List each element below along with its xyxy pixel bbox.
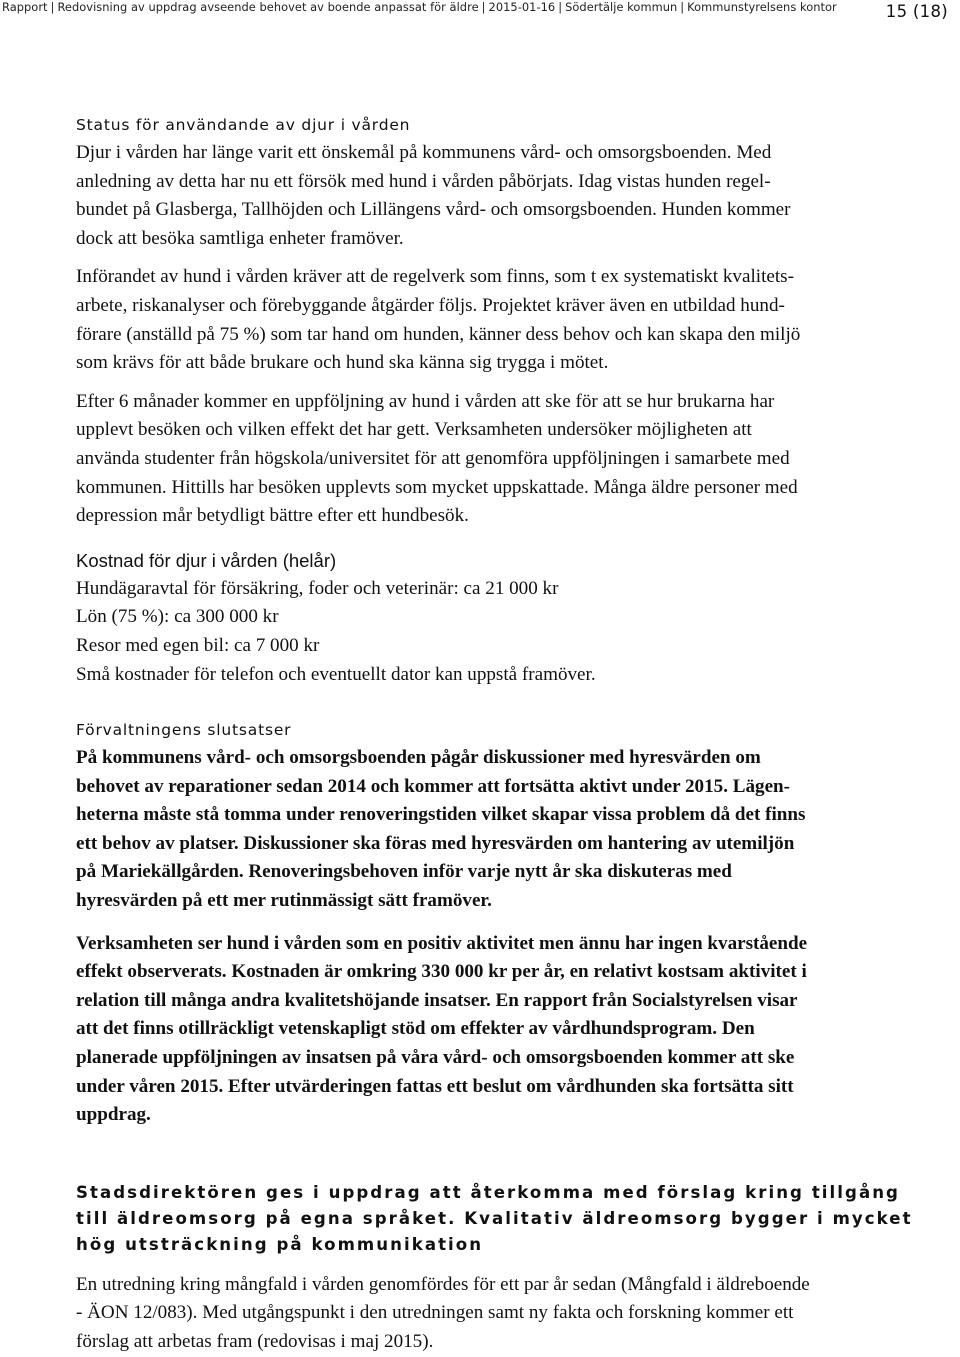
header-separator: | xyxy=(50,0,55,14)
cost-item-travel: Resor med egen bil: ca 7 000 kr xyxy=(76,634,320,656)
cost-item-dog-owner-agreement: Hundägaravtal för försäkring, foder och veterinär: ca 21 000 kr xyxy=(76,577,559,599)
status-paragraph-follow-up: Efter 6 månader kommer en uppföljning av hund i vården att ske för att se hur brukarna har upplevt besöken och vilken effekt det har gett. Verksamheten undersöker möjligheten att använda studenter från högskola/universitet för att genomföra uppföljningen i samarbete med kommunen. Hittills har besöken upplevts som mycket uppskattade. Många äldre personer med depression mår betydligt bättre efter ett hundbesök. xyxy=(76,390,798,527)
header-document-type: Rapport xyxy=(2,0,48,14)
cost-list xyxy=(76,575,960,689)
header-separator: | xyxy=(680,0,685,14)
status-paragraph-requirements: Införandet av hund i vården kräver att de regelverk som finns, som t ex systematiskt kvalitets- arbete, riskanalyser och förebyggande åtgärder följs. Projektet kräver även en utbildad hund- förare (anställd på 75 %) som tar hand om hunden, känner dess behov och kan skapa den miljö som krävs för att både brukare och hund ska känna sig trygga i mötet. xyxy=(76,266,801,374)
status-paragraph-intro: Djur i vården har länge varit ett önskemål på kommunens vård- och omsorgsboenden. Med anledning av detta har nu ett försök med hund i vården påbörjats. Idag vistas hunden regel- bundet på Glasberga, Tallhöjden och Lillängens vård- och omsorgsboenden. Hunden kommer dock att besöka samtliga enheter framöver. xyxy=(76,142,791,249)
language-heading: Stadsdirektören ges i uppdrag att återkomma med förslag kring tillgång till äldreomsorg på egna språket. Kvalitativ äldreomsorg bygger i mycket hög utsträckning på kommunikation xyxy=(76,1182,913,1254)
header-organization: Södertälje kommun xyxy=(565,0,678,14)
cost-section xyxy=(76,547,960,689)
cost-heading: Kostnad för djur i vården (helår) xyxy=(76,549,337,571)
header-date: 2015-01-16 xyxy=(488,0,556,14)
header-document-title: Redovisning av uppdrag avseende behovet av boende anpassat för äldre xyxy=(57,0,479,14)
conclusions-heading: Förvaltningens slutsatser xyxy=(76,721,292,740)
language-section xyxy=(76,1180,960,1357)
cost-item-misc: Små kostnader för telefon och eventuellt dator kan uppstå framöver. xyxy=(76,663,596,685)
header-separator: | xyxy=(481,0,486,14)
page-number: 15 (18) xyxy=(885,2,948,21)
conclusions-paragraph-renovation: På kommunens vård- och omsorgsboenden pågår diskussioner med hyresvärden om behovet av reparationer sedan 2014 och kommer att fortsätta aktivt under 2015. Lägen- heterna måste stå tomma under renoveringstiden vilket skapar vissa problem då det finns ett behov av platser. Diskussioner ska föras med hyresvärden om hantering av utemiljön på Mariekällgården. Renoveringsbehoven inför varje nytt år ska diskuteras med hyresvärden på ett mer rutinmässigt sätt framöver. xyxy=(76,747,806,912)
language-paragraph: En utredning kring mångfald i vården genomfördes för ett par år sedan (Mångfald i äldreboende - ÄON 12/083). Med utgångspunkt i den utredningen samt ny fakta och forskning kommer ett förslag att arbetas fram (redovisas i maj 2015). xyxy=(76,1273,810,1352)
conclusions-section xyxy=(76,717,960,1130)
status-section xyxy=(76,112,960,531)
status-heading: Status för användande av djur i vården xyxy=(76,116,411,134)
header-department: Kommunstyrelsens kontor xyxy=(687,0,837,14)
conclusions-paragraph-dog-program: Verksamheten ser hund i vården som en positiv aktivitet men ännu har ingen kvarstående effekt observerats. Kostnaden är omkring 330 000 kr per år, en relativt kostsam aktivitet i relation till många andra kvalitetshöjande insatser. En rapport från Socialstyrelsen visar att det finns otillräckligt vetenskapligt stöd om effekter av vårdhundsprogram. Den planerade uppföljningen av insatsen på våra vård- och omsorgsboenden kommer att ske under våren 2015. Efter utvärderingen fattas ett beslut om vårdhunden ska fortsätta sitt uppdrag. xyxy=(76,932,808,1126)
cost-item-salary: Lön (75 %): ca 300 000 kr xyxy=(76,606,279,628)
running-header xyxy=(2,0,958,14)
document-body xyxy=(76,112,960,1357)
header-separator: | xyxy=(558,0,563,14)
